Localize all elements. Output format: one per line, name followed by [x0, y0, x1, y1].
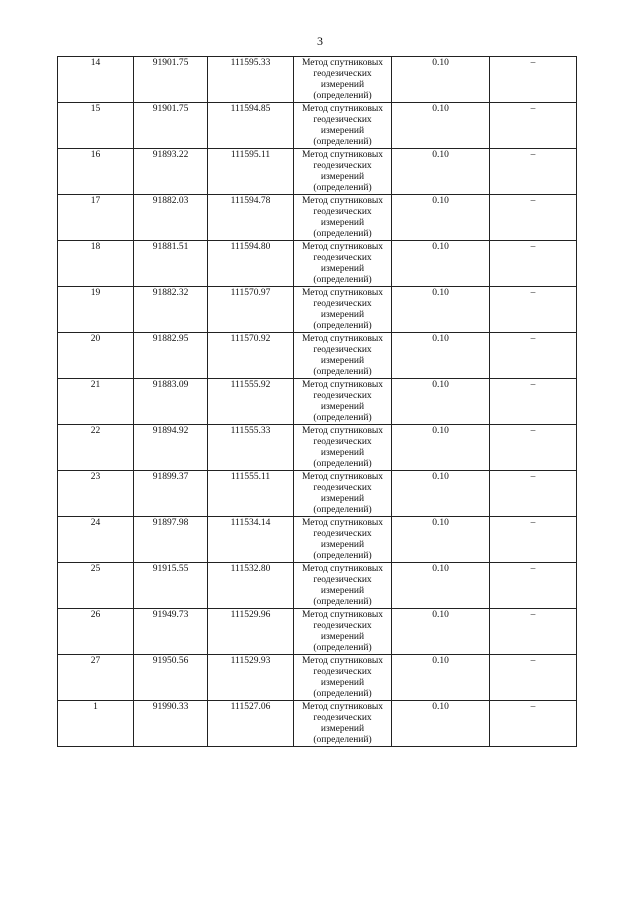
- x-coordinate-cell: 91882.95: [134, 333, 208, 379]
- method-text-line: Метод спутниковых: [301, 58, 384, 68]
- x-coordinate-cell: 91899.37: [134, 471, 208, 517]
- method-text-line: измерений: [320, 402, 365, 412]
- note-cell: –: [490, 517, 577, 563]
- accuracy-cell: 0.10: [392, 287, 490, 333]
- note-cell: –: [490, 241, 577, 287]
- method-text-line: геодезических: [313, 621, 372, 631]
- method-text-line: геодезических: [313, 391, 372, 401]
- method-text-line: геодезических: [313, 713, 372, 723]
- method-text-line: (определений): [313, 689, 372, 699]
- method-text-line: геодезических: [313, 529, 372, 539]
- point-number-cell: 21: [58, 379, 134, 425]
- accuracy-cell: 0.10: [392, 333, 490, 379]
- note-cell: –: [490, 425, 577, 471]
- method-cell: [294, 425, 392, 471]
- table-row: [58, 241, 577, 287]
- point-number-cell: 20: [58, 333, 134, 379]
- method-text-line: геодезических: [313, 115, 372, 125]
- method-text-line: (определений): [313, 459, 372, 469]
- x-coordinate-cell: 91949.73: [134, 609, 208, 655]
- table-row: [58, 149, 577, 195]
- table-row: [58, 379, 577, 425]
- point-number-cell: 1: [58, 701, 134, 747]
- note-cell: –: [490, 103, 577, 149]
- x-coordinate-cell: 91882.03: [134, 195, 208, 241]
- accuracy-cell: 0.10: [392, 241, 490, 287]
- y-coordinate-cell: 111594.80: [208, 241, 294, 287]
- method-text-line: Метод спутниковых: [301, 656, 384, 666]
- point-number-cell: 26: [58, 609, 134, 655]
- method-text-line: измерений: [320, 218, 365, 228]
- x-coordinate-cell: 91893.22: [134, 149, 208, 195]
- method-cell: [294, 195, 392, 241]
- method-text-line: геодезических: [313, 667, 372, 677]
- y-coordinate-cell: 111595.11: [208, 149, 294, 195]
- table-row: [58, 195, 577, 241]
- x-coordinate-cell: 91950.56: [134, 655, 208, 701]
- point-number-cell: 24: [58, 517, 134, 563]
- point-number-cell: 25: [58, 563, 134, 609]
- method-text-line: Метод спутниковых: [301, 196, 384, 206]
- accuracy-cell: 0.10: [392, 701, 490, 747]
- method-text-line: (определений): [313, 91, 372, 101]
- note-cell: –: [490, 563, 577, 609]
- note-cell: –: [490, 195, 577, 241]
- method-text-line: измерений: [320, 264, 365, 274]
- method-text-line: Метод спутниковых: [301, 702, 384, 712]
- y-coordinate-cell: 111594.78: [208, 195, 294, 241]
- note-cell: –: [490, 655, 577, 701]
- method-cell: [294, 563, 392, 609]
- method-text-line: Метод спутниковых: [301, 334, 384, 344]
- x-coordinate-cell: 91882.32: [134, 287, 208, 333]
- x-coordinate-cell: 91901.75: [134, 57, 208, 103]
- method-text-line: геодезических: [313, 483, 372, 493]
- method-text-line: (определений): [313, 183, 372, 193]
- method-text-line: (определений): [313, 367, 372, 377]
- note-cell: –: [490, 287, 577, 333]
- note-cell: –: [490, 149, 577, 195]
- method-text-line: измерений: [320, 126, 365, 136]
- method-text-line: Метод спутниковых: [301, 472, 384, 482]
- table-row: [58, 287, 577, 333]
- coordinates-table-body: [58, 57, 577, 747]
- table-row: [58, 103, 577, 149]
- method-text-line: измерений: [320, 632, 365, 642]
- method-text-line: (определений): [313, 321, 372, 331]
- page-number: 3: [317, 34, 323, 48]
- table-row: [58, 701, 577, 747]
- point-number-cell: 14: [58, 57, 134, 103]
- method-text-line: Метод спутниковых: [301, 104, 384, 114]
- table-row: [58, 655, 577, 701]
- y-coordinate-cell: 111570.92: [208, 333, 294, 379]
- method-text-line: геодезических: [313, 575, 372, 585]
- method-text-line: измерений: [320, 678, 365, 688]
- note-cell: –: [490, 379, 577, 425]
- method-text-line: измерений: [320, 586, 365, 596]
- method-text-line: Метод спутниковых: [301, 610, 384, 620]
- x-coordinate-cell: 91883.09: [134, 379, 208, 425]
- method-text-line: измерений: [320, 724, 365, 734]
- method-cell: [294, 655, 392, 701]
- point-number-cell: 22: [58, 425, 134, 471]
- accuracy-cell: 0.10: [392, 57, 490, 103]
- method-text-line: измерений: [320, 172, 365, 182]
- method-text-line: геодезических: [313, 69, 372, 79]
- accuracy-cell: 0.10: [392, 195, 490, 241]
- point-number-cell: 17: [58, 195, 134, 241]
- method-text-line: (определений): [313, 137, 372, 147]
- point-number-cell: 27: [58, 655, 134, 701]
- method-text-line: (определений): [313, 597, 372, 607]
- method-text-line: геодезических: [313, 253, 372, 263]
- accuracy-cell: 0.10: [392, 471, 490, 517]
- method-text-line: (определений): [313, 643, 372, 653]
- method-text-line: измерений: [320, 448, 365, 458]
- method-cell: [294, 471, 392, 517]
- method-text-line: Метод спутниковых: [301, 426, 384, 436]
- method-cell: [294, 609, 392, 655]
- method-text-line: (определений): [313, 229, 372, 239]
- note-cell: –: [490, 609, 577, 655]
- method-text-line: измерений: [320, 540, 365, 550]
- method-cell: [294, 379, 392, 425]
- note-cell: –: [490, 701, 577, 747]
- table-row: [58, 517, 577, 563]
- method-text-line: измерений: [320, 494, 365, 504]
- method-text-line: Метод спутниковых: [301, 150, 384, 160]
- point-number-cell: 19: [58, 287, 134, 333]
- method-text-line: (определений): [313, 275, 372, 285]
- accuracy-cell: 0.10: [392, 425, 490, 471]
- table-row: [58, 609, 577, 655]
- y-coordinate-cell: 111595.33: [208, 57, 294, 103]
- method-text-line: геодезических: [313, 437, 372, 447]
- accuracy-cell: 0.10: [392, 609, 490, 655]
- accuracy-cell: 0.10: [392, 655, 490, 701]
- method-text-line: (определений): [313, 735, 372, 745]
- method-text-line: Метод спутниковых: [301, 242, 384, 252]
- y-coordinate-cell: 111555.11: [208, 471, 294, 517]
- accuracy-cell: 0.10: [392, 563, 490, 609]
- point-number-cell: 16: [58, 149, 134, 195]
- note-cell: –: [490, 471, 577, 517]
- accuracy-cell: 0.10: [392, 379, 490, 425]
- x-coordinate-cell: 91897.98: [134, 517, 208, 563]
- y-coordinate-cell: 111532.80: [208, 563, 294, 609]
- coordinates-table: [57, 56, 577, 747]
- method-text-line: геодезических: [313, 345, 372, 355]
- table-row: [58, 425, 577, 471]
- point-number-cell: 18: [58, 241, 134, 287]
- y-coordinate-cell: 111555.33: [208, 425, 294, 471]
- method-text-line: измерений: [320, 310, 365, 320]
- method-text-line: геодезических: [313, 299, 372, 309]
- method-text-line: (определений): [313, 505, 372, 515]
- method-text-line: Метод спутниковых: [301, 564, 384, 574]
- method-text-line: геодезических: [313, 207, 372, 217]
- y-coordinate-cell: 111529.96: [208, 609, 294, 655]
- y-coordinate-cell: 111529.93: [208, 655, 294, 701]
- method-text-line: измерений: [320, 80, 365, 90]
- table-row: [58, 57, 577, 103]
- method-text-line: Метод спутниковых: [301, 380, 384, 390]
- method-cell: [294, 241, 392, 287]
- method-text-line: Метод спутниковых: [301, 288, 384, 298]
- accuracy-cell: 0.10: [392, 149, 490, 195]
- y-coordinate-cell: 111527.06: [208, 701, 294, 747]
- method-cell: [294, 701, 392, 747]
- method-text-line: измерений: [320, 356, 365, 366]
- x-coordinate-cell: 91881.51: [134, 241, 208, 287]
- note-cell: –: [490, 57, 577, 103]
- method-cell: [294, 57, 392, 103]
- method-cell: [294, 333, 392, 379]
- y-coordinate-cell: 111570.97: [208, 287, 294, 333]
- x-coordinate-cell: 91894.92: [134, 425, 208, 471]
- y-coordinate-cell: 111594.85: [208, 103, 294, 149]
- y-coordinate-cell: 111534.14: [208, 517, 294, 563]
- point-number-cell: 23: [58, 471, 134, 517]
- table-row: [58, 333, 577, 379]
- method-cell: [294, 517, 392, 563]
- method-text-line: (определений): [313, 551, 372, 561]
- method-cell: [294, 103, 392, 149]
- method-cell: [294, 149, 392, 195]
- y-coordinate-cell: 111555.92: [208, 379, 294, 425]
- x-coordinate-cell: 91915.55: [134, 563, 208, 609]
- note-cell: –: [490, 333, 577, 379]
- table-row: [58, 471, 577, 517]
- method-text-line: (определений): [313, 413, 372, 423]
- x-coordinate-cell: 91990.33: [134, 701, 208, 747]
- method-text-line: Метод спутниковых: [301, 518, 384, 528]
- method-text-line: геодезических: [313, 161, 372, 171]
- x-coordinate-cell: 91901.75: [134, 103, 208, 149]
- table-row: [58, 563, 577, 609]
- accuracy-cell: 0.10: [392, 103, 490, 149]
- method-cell: [294, 287, 392, 333]
- accuracy-cell: 0.10: [392, 517, 490, 563]
- point-number-cell: 15: [58, 103, 134, 149]
